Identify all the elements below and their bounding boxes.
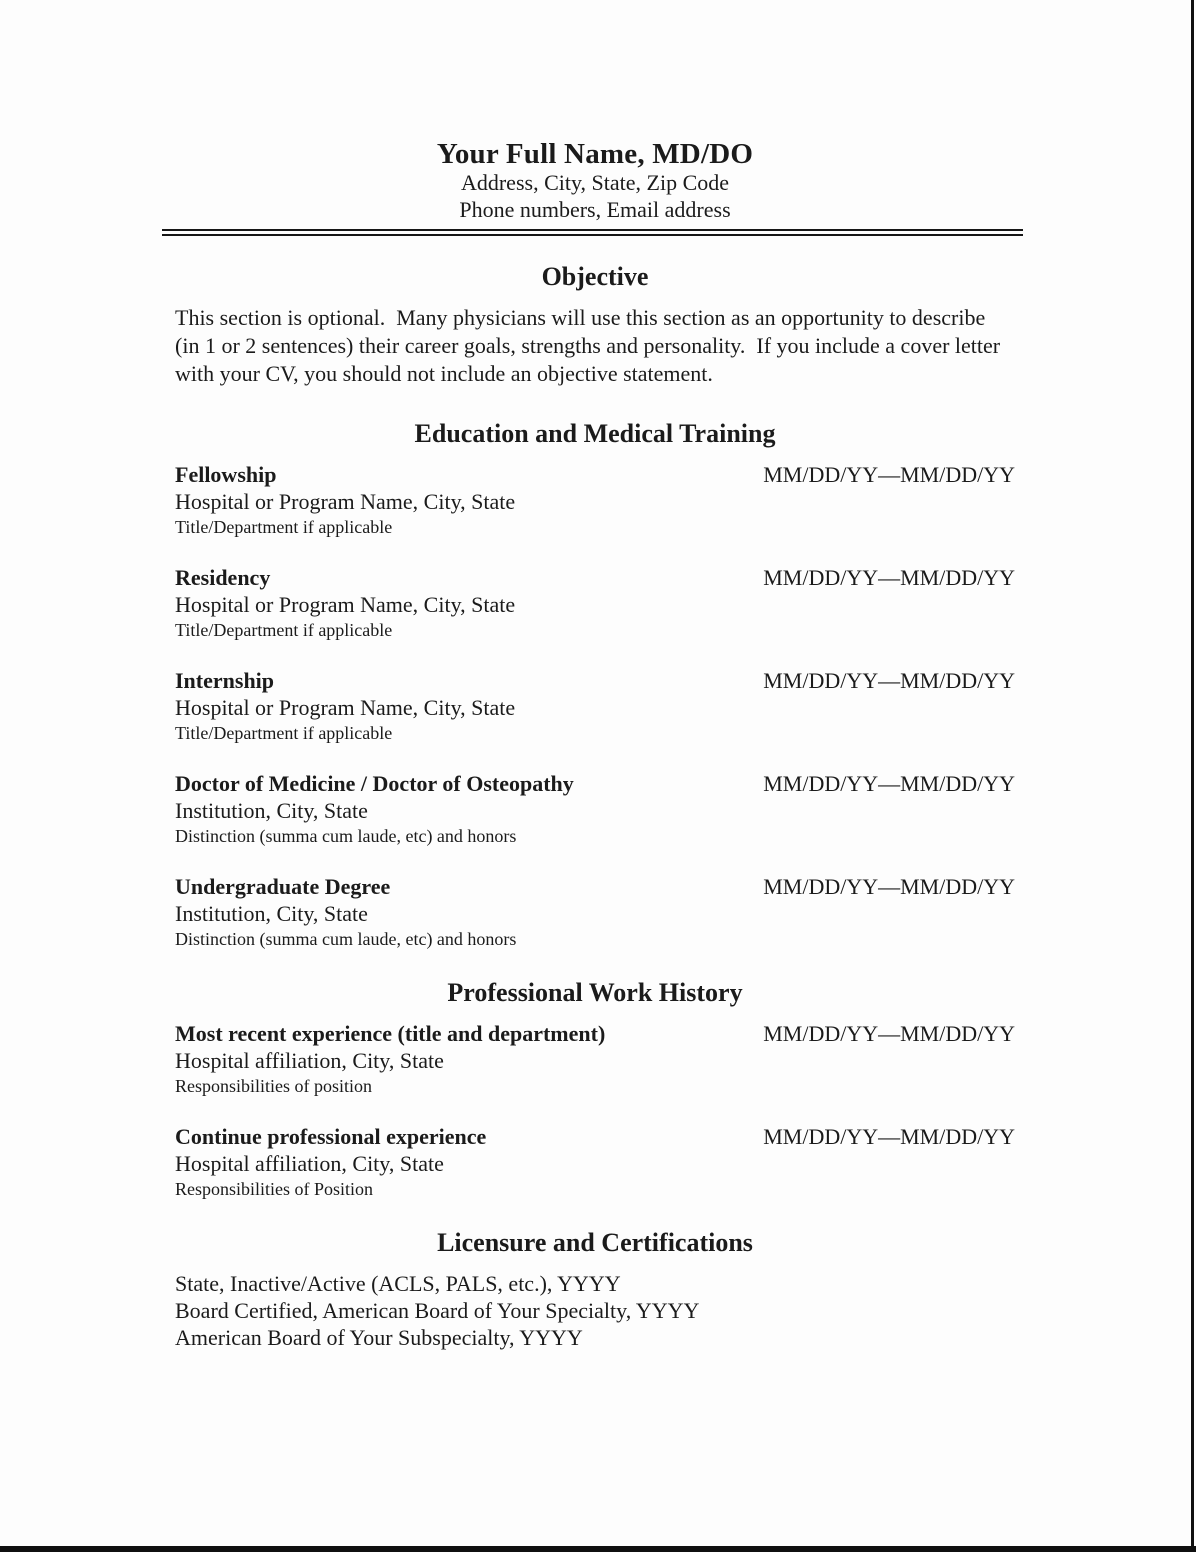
entry-org: Hospital or Program Name, City, State	[175, 489, 516, 514]
entry-head	[175, 873, 1015, 900]
education-entry-undergraduate	[175, 873, 1015, 951]
section-objective	[175, 263, 1015, 388]
entry-org: Hospital or Program Name, City, State	[175, 592, 516, 617]
entry-title: Residency	[175, 565, 271, 590]
licensure-line-board-certified: Board Certified, American Board of Your Specialty, YYYY	[175, 1298, 700, 1323]
full-name: Your Full Name, MD/DO	[436, 138, 754, 170]
work-entry-continue	[175, 1123, 1015, 1201]
entry-dates: MM/DD/YY—MM/DD/YY	[763, 874, 1015, 899]
education-entry-fellowship	[175, 461, 1015, 539]
entry-detail: Title/Department if applicable	[175, 620, 393, 640]
entry-org: Hospital affiliation, City, State	[175, 1048, 444, 1073]
section-licensure	[175, 1229, 1015, 1351]
entry-detail: Distinction (summa cum laude, etc) and honors	[175, 929, 517, 949]
objective-heading: Objective	[541, 262, 649, 291]
licensure-lines	[175, 1270, 1015, 1351]
entry-detail: Responsibilities of position	[175, 1076, 373, 1096]
licensure-line-state: State, Inactive/Active (ACLS, PALS, etc.), YYYY	[175, 1271, 621, 1296]
contact-line: Phone numbers, Email address	[459, 197, 731, 222]
entry-title: Continue professional experience	[175, 1124, 487, 1149]
entry-head	[175, 1123, 1015, 1150]
objective-body: This section is optional. Many physicians will use this section as an opportunity to describe (in 1 or 2 sentences) their career goals, strengths and personality. If you include a cover letter with your CV, you should not include an objective statement.	[175, 305, 1006, 386]
entry-org: Institution, City, State	[175, 798, 368, 823]
entry-title: Doctor of Medicine / Doctor of Osteopathy	[175, 771, 574, 796]
entry-head	[175, 770, 1015, 797]
entry-dates: MM/DD/YY—MM/DD/YY	[763, 462, 1015, 487]
entry-head	[175, 667, 1015, 694]
entry-org: Hospital affiliation, City, State	[175, 1151, 444, 1176]
section-work-history	[175, 979, 1015, 1201]
cv-header	[175, 139, 1015, 223]
education-entry-doctorate	[175, 770, 1015, 848]
entry-head	[175, 564, 1015, 591]
work-history-heading: Professional Work History	[447, 978, 743, 1007]
licensure-heading: Licensure and Certifications	[437, 1228, 753, 1257]
entry-title: Fellowship	[175, 462, 277, 487]
scan-artifact-right-edge	[1191, 0, 1194, 1552]
education-heading: Education and Medical Training	[414, 419, 776, 448]
scan-artifact-bottom-edge	[0, 1546, 1196, 1552]
entry-dates: MM/DD/YY—MM/DD/YY	[763, 1021, 1015, 1046]
entry-detail: Title/Department if applicable	[175, 517, 393, 537]
entry-title: Internship	[175, 668, 275, 693]
address-line: Address, City, State, Zip Code	[460, 170, 730, 195]
entry-dates: MM/DD/YY—MM/DD/YY	[763, 565, 1015, 590]
section-education	[175, 420, 1015, 951]
entry-org: Hospital or Program Name, City, State	[175, 695, 516, 720]
header-divider	[162, 229, 1023, 236]
work-entry-most-recent	[175, 1020, 1015, 1098]
entry-org: Institution, City, State	[175, 901, 368, 926]
licensure-line-subspecialty: American Board of Your Subspecialty, YYYY	[175, 1325, 583, 1350]
entry-dates: MM/DD/YY—MM/DD/YY	[763, 668, 1015, 693]
cv-content	[175, 0, 1015, 1351]
education-entry-internship	[175, 667, 1015, 745]
entry-head	[175, 461, 1015, 488]
entry-detail: Distinction (summa cum laude, etc) and honors	[175, 826, 517, 846]
entry-head	[175, 1020, 1015, 1047]
entry-title: Most recent experience (title and department)	[175, 1021, 606, 1046]
entry-detail: Title/Department if applicable	[175, 723, 393, 743]
education-entry-residency	[175, 564, 1015, 642]
entry-title: Undergraduate Degree	[175, 874, 391, 899]
entry-dates: MM/DD/YY—MM/DD/YY	[763, 1124, 1015, 1149]
entry-dates: MM/DD/YY—MM/DD/YY	[763, 771, 1015, 796]
entry-detail: Responsibilities of Position	[175, 1179, 374, 1199]
